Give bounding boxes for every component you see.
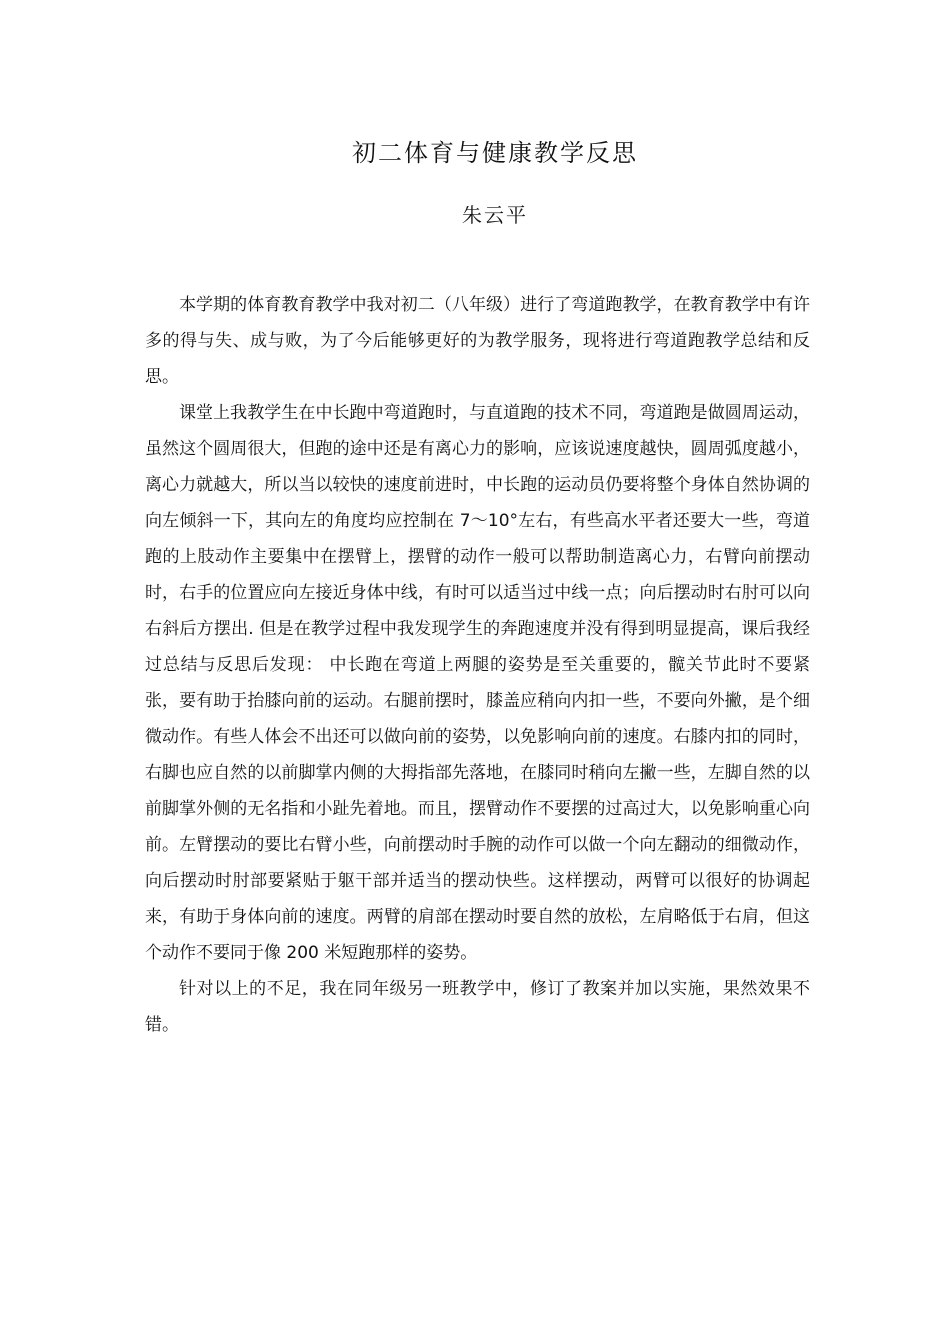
paragraph-intro: 本学期的体育教育教学中我对初二（八年级）进行了弯道跑教学，在教育教学中有许多的得与失、成与败，为了今后能够更好的为教学服务，现将进行弯道跑教学总结和反思。 [145,295,810,387]
document-body [145,287,810,1043]
paragraph-conclusion: 针对以上的不足，我在同年级另一班教学中，修订了教案并加以实施，果然效果不错。 [145,979,810,1035]
document-title: 初二体育与健康教学反思 [352,139,638,167]
paragraph-main: 课堂上我教学生在中长跑中弯道跑时，与直道跑的技术不同，弯道跑是做圆周运动，虽然这个圆周很大，但跑的途中还是有离心力的影响，应该说速度越快，圆周弧度越小，离心力就越大，所以当以较快的速度前进时，中长跑的运动员仍要将整个身体自然协调的向左倾斜一下，其向左的角度均应控制在 7～10°左右，有些高水平者还要大一些，弯道跑的上肢动作主要集中在摆臂上，摆臂的动作一般可以帮助制造离心力，右臂向前摆动时，右手的位置应向左接近身体中线，有时可以适当过中线一点；向后摆动时右肘可以向右斜后方摆出. 但是在教学过程中我发现学生的奔跑速度并没有得到明显提高，课后我经过总结与反思后发现： 中长跑在弯道上两腿的姿势是至关重要的，髋关节此时不要紧张，要有助于抬膝向前的运动。右腿前摆时，膝盖应稍向内扣一些，不要向外撇，是个细微动作。有些人体会不出还可以做向前的姿势，以免影响向前的速度。右膝内扣的同时，右脚也应自然的以前脚掌内侧的大拇指部先落地，在膝同时稍向左撇一些，左脚自然的以前脚掌外侧的无名指和小趾先着地。而且，摆臂动作不要摆的过高过大，以免影响重心向前。左臂摆动的要比右臂小些，向前摆动时手腕的动作可以做一个向左翻动的细微动作，向后摆动时肘部要紧贴于躯干部并适当的摆动快些。这样摆动，两臂可以很好的协调起来，有助于身体向前的速度。两臂的肩部在摆动时要自然的放松，左肩略低于右肩，但这个动作不要同于像 200 米短跑那样的姿势。 [145,403,810,963]
document-author: 朱云平 [462,203,528,227]
